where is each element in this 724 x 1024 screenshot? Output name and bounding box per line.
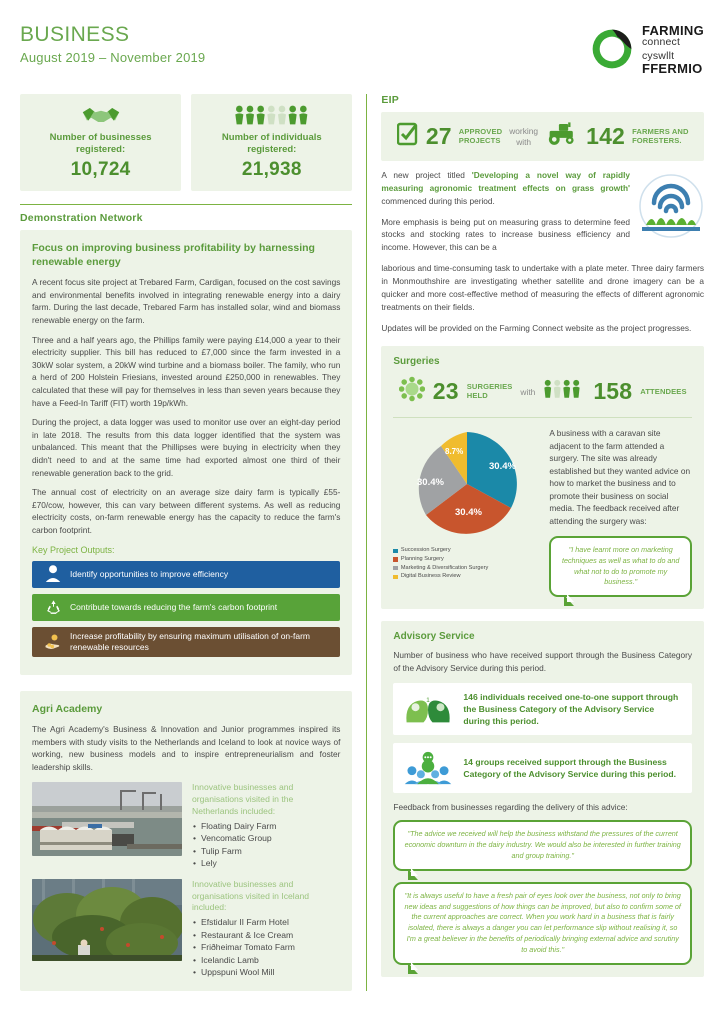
svg-text:1: 1 xyxy=(426,697,431,705)
surgeries-body xyxy=(393,427,692,597)
output-bar-text-3: Increase profitability by ensuring maximum utilisation of on-farm renewable resources xyxy=(70,630,310,652)
tractor-icon xyxy=(545,122,579,151)
legend-item-marketing: Marketing & Diversification Surgery xyxy=(393,564,541,573)
attendees-label: ATTENDEES xyxy=(640,386,687,396)
list-item: • Efstidalur II Farm Hotel xyxy=(192,916,340,928)
demonstration-network-panel xyxy=(20,230,352,675)
eip-stats-band xyxy=(381,112,704,161)
logo-line-4: FFERMIO xyxy=(641,60,703,76)
agri-academy-heading: Agri Academy xyxy=(32,702,103,715)
surgeries-divider xyxy=(393,417,692,418)
people-group-icon xyxy=(197,102,346,128)
logo-line-1: FARMING xyxy=(641,23,704,38)
netherlands-harbour-photo xyxy=(32,782,182,856)
stat-label-businesses: Number of businesses registered: xyxy=(49,132,152,155)
surgeries-label: SURGERIES HELD xyxy=(466,382,513,400)
stat-value-individuals: 21,938 xyxy=(241,158,302,180)
advisory-item-individuals xyxy=(393,683,692,736)
spacer xyxy=(20,675,352,691)
surgeries-stats-band xyxy=(393,374,692,415)
page-title: BUSINESS xyxy=(20,23,130,46)
surgery-quote-text: "I have learnt more on marketing techniques as well as what to do and what not to do to promote my business." xyxy=(561,544,680,587)
pie-svg xyxy=(393,427,541,537)
pie-label-marketing: 30.4% xyxy=(417,477,445,489)
feedback-quote-bubble-1 xyxy=(393,820,692,870)
advisory-heading: Advisory Service xyxy=(393,631,475,643)
date-range: August 2019 – November 2019 xyxy=(20,50,206,66)
person-icon xyxy=(40,565,66,583)
eip-projects-number: 27 xyxy=(425,123,452,149)
agri-academy-block-iceland xyxy=(32,879,340,979)
legend-item-succession: Succession Surgery xyxy=(393,546,541,555)
key-project-outputs-label: Key Project Outputs: xyxy=(32,544,115,555)
stat-cards xyxy=(20,94,352,191)
feedback-quote-bubble-2 xyxy=(393,882,692,965)
farming-connect-swirl-icon xyxy=(590,27,634,71)
advisory-number-groups: 14 xyxy=(463,757,473,768)
pie-label-planning: 30.4% xyxy=(455,507,483,519)
legend-item-planning: Planning Surgery xyxy=(393,555,541,564)
pie-label-succession: 30.4% xyxy=(489,461,517,473)
advisory-text-individuals xyxy=(463,691,682,728)
checklist-icon xyxy=(397,122,419,151)
list-item: • Uppspuni Wool Mill xyxy=(192,966,340,978)
agri-academy-intro: The Agri Academy's Business & Innovation and Junior programmes inspired its members with study visits to the Netherlands and Iceland to look at novice ways of working, new business models and to inspire entrepreneurialism and foster leadership skills. xyxy=(32,723,341,772)
surgeries-card xyxy=(381,346,704,609)
people-icon xyxy=(543,378,585,405)
group-people-icon xyxy=(403,751,453,785)
advisory-desc-groups: groups received support through the Business Category of the Advisory Service during this period. xyxy=(463,757,677,780)
list-item: • Restaurant & Ice Cream xyxy=(192,929,340,941)
eip-paragraph-3: Updates will be provided on the Farming Connect website as the project progresses. xyxy=(381,322,692,333)
eip-intro-prefix: A new project titled xyxy=(381,170,472,180)
eip-project-title: 'Developing a novel way of rapidly measuring agronomic treatment effects on grass growth' xyxy=(381,170,631,193)
advisory-text-groups xyxy=(463,756,682,780)
eip-connector-text: working with xyxy=(509,126,539,147)
money-hand-icon xyxy=(40,633,66,651)
surgery-quote-bubble xyxy=(549,536,692,597)
agri-academy-panel xyxy=(20,691,352,991)
agri-academy-list-iceland xyxy=(192,879,340,979)
legend-swatch xyxy=(393,549,398,554)
brand-logo xyxy=(590,24,704,75)
list-item: • Floating Dairy Farm xyxy=(192,820,340,832)
surgeries-connector: with xyxy=(520,386,536,397)
legend-swatch xyxy=(393,575,398,580)
content-columns xyxy=(20,94,704,991)
output-bar-carbon xyxy=(32,594,340,621)
output-bar-text-2: Contribute towards reducing the farm's carbon footprint xyxy=(70,601,278,612)
handshake-icon xyxy=(26,102,175,128)
netherlands-list xyxy=(192,820,340,870)
advisory-number-individuals: 146 xyxy=(463,691,478,702)
recycle-icon xyxy=(40,599,66,616)
iceland-greenhouse-photo xyxy=(32,879,182,961)
left-column xyxy=(20,94,352,991)
eip-paragraph-2b: laborious and time-consuming task to undertake with a plate meter. Three dairy farmers in Monmouthshire are investigating whether satellite and drone imagery can be a quicker and more cost-effective method of measuring the effects of different agronomic treatments on their fields. xyxy=(381,263,705,312)
list-item: • Vencomatic Group xyxy=(192,832,340,844)
iceland-list xyxy=(192,916,340,978)
eip-farmers-label: FARMERS AND FORESTERS. xyxy=(632,126,689,145)
one-to-one-heads-icon xyxy=(403,692,453,726)
section-divider xyxy=(20,204,352,205)
advisory-desc-individuals: individuals received one-to-one support through the Business Category of the Advisory Service during this period. xyxy=(463,691,679,727)
surgeries-case-text: A business with a caravan site adjacent to the farm attended a surgery. The site was already established but they wanted advice on how to market the business and to promote their business on social media. The feedback received after attending the surgery was: xyxy=(549,428,691,526)
advisory-intro: Number of business who have received support through the Business Category of the Advisory Service during this period. xyxy=(393,650,693,673)
panel-heading: Focus on improving business profitability by harnessing renewable energy xyxy=(32,241,315,268)
list-item: • Friðheimar Tomato Farm xyxy=(192,941,340,953)
pie-label-digital: 8.7% xyxy=(445,447,464,457)
page-header xyxy=(20,24,704,88)
agri-academy-photos xyxy=(32,782,182,869)
logo-line-2: connect xyxy=(641,36,681,49)
eip-projects-label: APPROVED PROJECTS xyxy=(458,126,503,145)
panel-paragraph-2: Three and a half years ago, the Phillips family were paying £14,000 a year to their electricity supplier. This bill has reduced to £7,000 since the farm invested in a 30kW solar system, a 20kW wind turbine and a biomass boiler. The family, who run a herd of 200 Holstein Friesians, invested around £250,000 in renewables. They calculated that these will pay for themselves in less than seven years because they have a Feed-In Tariff (FIT) worth 19p/kWh. xyxy=(32,334,341,408)
output-bar-efficiency xyxy=(32,561,340,588)
attendees-number: 158 xyxy=(593,378,633,405)
list-heading-netherlands: Innovative businesses and organisations visited in the Netherlands included: xyxy=(192,782,294,817)
stat-value-businesses: 10,724 xyxy=(70,158,131,180)
panel-paragraph-4: The annual cost of electricity on an average size dairy farm is typically £55-£70/cow, however, this can vary between different systems. As well as reducing electricity costs, on-farm renewable energy has the capacity to reduce the farm's carbon footprint. xyxy=(32,487,341,536)
column-divider xyxy=(366,94,367,991)
list-heading-iceland: Innovative businesses and organisations visited in Iceland included: xyxy=(192,878,310,913)
legend-item-digital: Digital Business Review xyxy=(393,572,541,581)
title-block xyxy=(20,24,205,65)
list-item: • Icelandic Lamb xyxy=(192,954,340,966)
feedback-label: Feedback from businesses regarding the delivery of this advice: xyxy=(393,802,628,813)
surgeries-heading: Surgeries xyxy=(393,356,440,368)
section-title-eip: EIP xyxy=(381,94,399,106)
legend-swatch xyxy=(393,557,398,562)
eip-text-block xyxy=(381,169,704,334)
logo-line-3: cyswllt xyxy=(641,49,675,62)
right-column xyxy=(381,94,704,991)
surgeries-text-col xyxy=(549,427,692,597)
agri-academy-photos-2 xyxy=(32,879,182,979)
agri-academy-block-netherlands xyxy=(32,782,340,869)
surgery-flower-icon xyxy=(399,376,425,407)
surgeries-pie-chart xyxy=(393,427,541,597)
surgeries-number: 23 xyxy=(432,378,459,405)
section-title-demonstration-network: Demonstration Network xyxy=(20,211,143,224)
output-bar-profitability xyxy=(32,627,340,657)
logo-wordmark xyxy=(642,24,704,75)
panel-paragraph-1: A recent focus site project at Trebared Farm, Cardigan, focused on the cost savings and environmental benefits involved in integrating renewable energy into a dairy farm. During the last decade, Trebared Farm has installed solar, wind and biomass renewable energy on the farm. xyxy=(32,277,341,325)
eip-intro-suffix: commenced during this period. xyxy=(381,195,495,206)
stat-card-businesses xyxy=(20,94,181,191)
pie-legend xyxy=(393,546,541,581)
eip-paragraph-2a: More emphasis is being put on measuring grass to determine feed stocks and stocking rates to increase business efficiency and income. However, this can be a xyxy=(381,216,631,253)
panel-paragraph-3: During the project, a data logger was used to monitor use over an eight-day period in late 2018. The results from this data logger identified that the system was unbalanced. This meant that the Phillipses were buying in electricity when they didn't need to and at the same time had exported almost one third of their renewable generation back to the grid. xyxy=(32,417,341,478)
eip-farmers-number: 142 xyxy=(586,123,626,149)
advisory-item-groups xyxy=(393,743,692,793)
list-item: • Lely xyxy=(192,857,340,869)
list-item: • Tulip Farm xyxy=(192,845,340,857)
feedback-quote-text-2: "It is always useful to have a fresh pair of eyes look over the business, not only to bring new ideas and suggestions of how things can be improved, but also to confirm some of the current approaches are correct. When you work hard in a business that is fairly isolated, there is always a danger you can let performance slip without realising it, so I'm a great believer in the benefits of periodically bringing external advice and scrutiny to avoid this." xyxy=(404,890,681,954)
legend-swatch xyxy=(393,566,398,571)
grass-signal-icon xyxy=(638,173,704,239)
stat-label-individuals: Number of individuals registered: xyxy=(221,132,322,155)
feedback-quote-text-1: "The advice we received will help the business withstand the pressures of the current economic downturn in the dairy industry. We would also be interested in further training and group training." xyxy=(404,829,681,861)
stat-card-individuals xyxy=(191,94,352,191)
advisory-service-card xyxy=(381,621,704,977)
output-bar-text-1: Identify opportunities to improve efficiency xyxy=(70,568,229,579)
agri-academy-list-netherlands xyxy=(192,782,340,869)
